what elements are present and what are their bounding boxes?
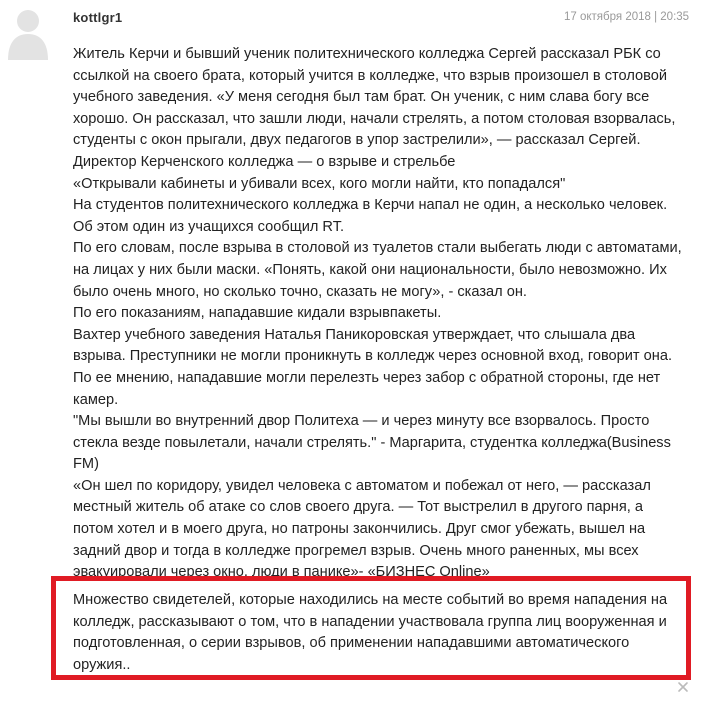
- comment-line: местный житель об атаке со слов своего друга. — Тот выстрелил в другого парня, а: [73, 499, 643, 516]
- comment-line: На студентов политехнического колледжа в Керчи напал не один, а несколько человек.: [73, 197, 668, 214]
- comment-line: на лицах у них были маски. «Понять, какой они национальности, было невозможно. Их: [73, 261, 667, 278]
- comment-line: "Мы вышли во внутренний двор Политеха — и через минуту все взорвалось. Просто: [73, 413, 650, 430]
- close-icon[interactable]: [677, 681, 689, 693]
- comment-line: FM): [73, 456, 99, 473]
- avatar-placeholder-icon: [8, 10, 48, 60]
- comment-line: По его показаниям, нападавшие кидали взрывпакеты.: [73, 305, 442, 322]
- comment-line: По его словам, после взрыва в столовой из туалетов стали выбегать люди с автоматами,: [73, 240, 682, 257]
- comment-line: хорошо. Он рассказал, что зашли люди, начали стрелять, а потом столовая взорвалась,: [73, 110, 676, 127]
- comment-line: Вахтер учебного заведения Наталья Паникоровская утверждает, что слышала два: [73, 326, 636, 343]
- comment-line: ссылкой на своего брата, который учится в колледже, что взрыв произошел в столовой: [73, 67, 668, 84]
- highlight-line: подготовленная, о серии взрывов, об применении нападавшими автоматического: [73, 635, 630, 652]
- highlight-line: оружия..: [73, 656, 131, 673]
- comment-line: студенты с окон прыгали, двух педагогов в упор застрелили», — рассказал Сергей.: [73, 132, 641, 149]
- comment-line: Директор Керченского колледжа — о взрыве и стрельбе: [73, 153, 456, 170]
- comment-line: учебного заведения. «У меня сегодня был там брат. Он ученик, с ним слава богу все: [73, 89, 650, 106]
- comment-line: Об этом один из учащихся сообщил RT.: [73, 218, 345, 235]
- comment-line: «Он шел по коридору, увидел человека с автоматом и побежал от него, — рассказал: [73, 477, 651, 494]
- comment-line: стекла везде повылетали, начали стрелять." - Маргарита, студентка колледжа(Business: [73, 434, 671, 451]
- highlighted-paragraph: [73, 590, 693, 676]
- comment-line: взрыва. Преступники не могли проникнуть в колледж через основной вход, говорит она.: [73, 348, 672, 365]
- comment-line: камер.: [73, 391, 119, 408]
- comment-line: эвакуировали через окно, люди в панике»- «БИЗНЕС Online»: [73, 564, 490, 581]
- comment-line: По ее мнению, нападавшие могли перелезть через забор с обратной стороны, где нет: [73, 369, 661, 386]
- highlight-line: Множество свидетелей, которые находились на месте событий во время нападения на: [73, 592, 668, 608]
- comment-line: было очень много, но сколько точно, сказать не могу», - сказал он.: [73, 283, 527, 300]
- comment-author[interactable]: kottlgr1: [73, 10, 123, 25]
- comment-body: [73, 44, 713, 584]
- comment-timestamp: 17 октября 2018 | 20:35: [564, 11, 690, 23]
- highlight-line: колледж, рассказывают о том, что в нападении участвовала группа лиц вооруженная и: [73, 613, 667, 630]
- comment-line: потом хотел и в моего друга, но патроны закончились. Друг смог убежать, вышел на: [73, 521, 646, 538]
- avatar[interactable]: [6, 4, 50, 60]
- comment-line: «Открывали кабинеты и убивали всех, кого могли найти, кто попадался": [73, 175, 566, 192]
- comment-line: Житель Керчи и бывший ученик политехнического колледжа Сергей рассказал РБК со: [73, 46, 661, 62]
- comment-line: задний двор и тогда в колледже прогремел взрыв. Очень много раненных, мы всех: [73, 542, 639, 559]
